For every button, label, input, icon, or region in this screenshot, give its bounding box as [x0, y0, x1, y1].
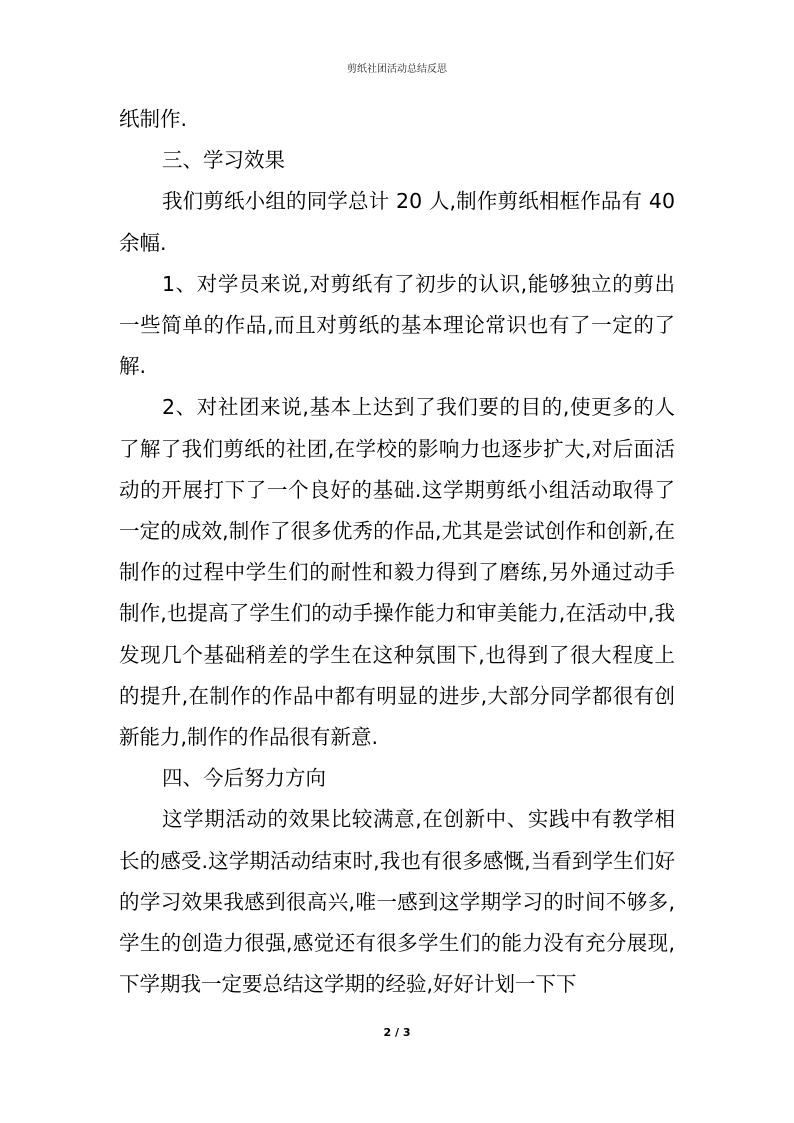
- document-body: [119, 99, 675, 1005]
- section-heading-learning-results: 三、学习效果: [162, 148, 285, 173]
- section-heading-future-direction: 四、今后努力方向: [162, 766, 326, 791]
- paragraph-point-1: 1、对学员来说,对剪纸有了初步的认识,能够独立的剪出一些简单的作品,而且对剪纸的基本理论常识也有了一定的了解.: [119, 271, 675, 379]
- page-header-title: 剪纸社团活动总结反思: [347, 64, 447, 75]
- paragraph-continuation: 纸制作.: [119, 107, 188, 131]
- paragraph-future: 这学期活动的效果比较满意,在创新中、实践中有教学相长的感受.这学期活动结束时,我也有很多感慨,当看到学生们好的学习效果我感到很高兴,唯一感到这学期学习的时间不够多,学生的创造力很强,感觉还有很多学生们的能力没有充分展现,下学期我一定要总结这学期的经验,好好计划一下下: [119, 807, 675, 997]
- page-number: 2 / 3: [383, 1026, 411, 1039]
- paragraph-group-summary: 我们剪纸小组的同学总计 20 人,制作剪纸相框作品有 40 余幅.: [119, 189, 675, 255]
- paragraph-point-2: 2、对社团来说,基本上达到了我们要的目的,使更多的人了解了我们剪纸的社团,在学校的影响力也逐步扩大,对后面活动的开展打下了一个良好的基础.这学期剪纸小组活动取得了一定的成效,制作了很多优秀的作品,尤其是尝试创作和创新,在制作的过程中学生们的耐性和毅力得到了磨练,另外通过动手制作,也提高了学生们的动手操作能力和审美能力,在活动中,我发现几个基础稍差的学生在这种氛围下,也得到了很大程度上的提升,在制作的作品中都有明显的进步,大部分同学都很有创新能力,制作的作品很有新意.: [119, 395, 675, 750]
